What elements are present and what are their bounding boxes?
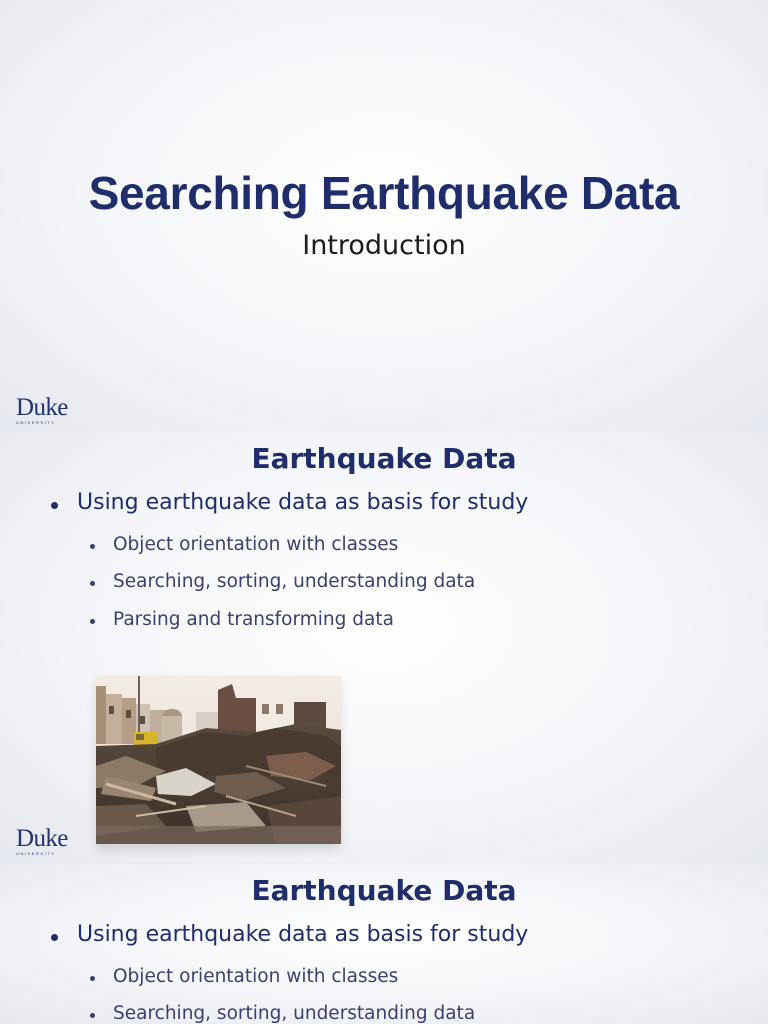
slide-title: Searching Earthquake Data xyxy=(88,167,680,219)
content-slide xyxy=(0,864,768,1024)
slide-heading: Earthquake Data xyxy=(251,442,517,475)
title-slide xyxy=(0,0,768,432)
sub-bullet: Parsing and transforming data xyxy=(113,609,394,630)
duke-logo xyxy=(16,394,72,426)
logo-subtext: UNIVERSITY xyxy=(16,420,56,425)
sub-bullet: Object orientation with classes xyxy=(113,966,399,987)
sub-bullet: Searching, sorting, understanding data xyxy=(113,571,476,592)
content-slide xyxy=(0,432,768,864)
earthquake-rubble-photo xyxy=(96,676,341,844)
slide-subtitle: Introduction xyxy=(302,230,466,261)
sub-bullet: Object orientation with classes xyxy=(113,534,399,555)
sub-bullet: Searching, sorting, understanding data xyxy=(113,1003,476,1024)
logo-wordmark: Duke xyxy=(16,825,68,852)
logo-wordmark: Duke xyxy=(16,394,68,421)
bullet-main: Using earthquake data as basis for study xyxy=(77,922,529,947)
duke-logo xyxy=(16,825,72,857)
slide-heading: Earthquake Data xyxy=(251,874,517,907)
bullet-main: Using earthquake data as basis for study xyxy=(77,490,529,515)
logo-subtext: UNIVERSITY xyxy=(16,851,56,856)
